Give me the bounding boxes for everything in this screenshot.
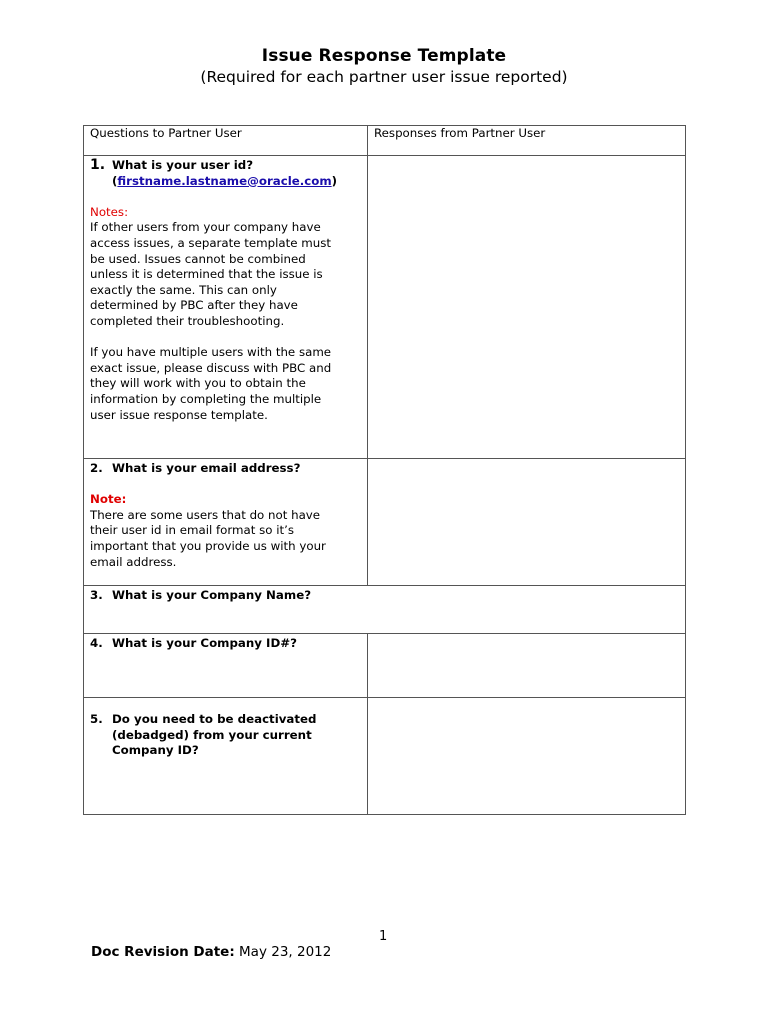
- question-number: 2.: [90, 461, 103, 475]
- question-1: [90, 158, 361, 174]
- column-header-questions: Questions to Partner User: [84, 126, 368, 156]
- response-cell-1[interactable]: [368, 156, 686, 459]
- notes-paragraph-1: If other users from your company have access issues, a separate template must be used. Issues cannot be combined unless it is determined that the issue is exactly the same. This can only determined by PBC after they have completed their troubleshooting.: [90, 220, 332, 328]
- issue-response-table: [83, 125, 686, 815]
- question-5: [90, 712, 361, 759]
- question-3: [90, 588, 679, 604]
- document-title: Issue Response Template: [261, 46, 507, 66]
- question-row-1: [84, 156, 686, 459]
- notes-label: Notes:: [90, 204, 129, 219]
- notes-paragraph-2: If you have multiple users with the same exact issue, please discuss with PBC and they will work with you to obtain the information by completing the multiple user issue response template.: [90, 345, 332, 422]
- table-header-row: [84, 126, 686, 156]
- doc-revision-footer: [91, 944, 331, 960]
- question-row-5: [84, 698, 686, 815]
- revision-date-value: May 23, 2012: [239, 944, 332, 960]
- question-number: 3.: [90, 588, 103, 602]
- note-label: Note:: [90, 492, 127, 507]
- question-text: What is your email address?: [112, 461, 301, 475]
- document-subtitle: (Required for each partner user issue reported): [200, 68, 568, 86]
- example-email-link[interactable]: firstname.lastname@oracle.com: [117, 173, 332, 188]
- question-cell-1: [84, 156, 368, 459]
- revision-date-label: Doc Revision Date:: [91, 944, 235, 960]
- response-cell-4[interactable]: [368, 634, 686, 698]
- question-row-4: [84, 634, 686, 698]
- response-cell-5[interactable]: [368, 698, 686, 815]
- question-cell-2: [84, 459, 368, 586]
- question-number: 5.: [90, 712, 103, 726]
- question-cell-3[interactable]: [84, 586, 686, 634]
- question-cell-5: [84, 698, 368, 815]
- question-text: Do you need to be deactivated (debadged) from your current Company ID?: [112, 712, 317, 758]
- question-row-2: [84, 459, 686, 586]
- page-number: 1: [379, 929, 388, 944]
- question-text: What is your Company ID#?: [112, 636, 297, 650]
- question-text: What is your user id?: [112, 158, 254, 172]
- question-text: What is your Company Name?: [112, 588, 312, 602]
- question-number: 1.: [90, 157, 106, 173]
- question-4: [90, 636, 361, 652]
- user-id-example: (firstname.lastname@oracle.com): [112, 173, 338, 188]
- question-2: [90, 461, 361, 477]
- question-number: 4.: [90, 636, 103, 650]
- question-cell-4: [84, 634, 368, 698]
- column-header-responses: Responses from Partner User: [368, 126, 686, 156]
- question-row-3: [84, 586, 686, 634]
- response-cell-2[interactable]: [368, 459, 686, 586]
- note-paragraph: There are some users that do not have their user id in email format so it’s important that you provide us with your email address.: [90, 507, 326, 569]
